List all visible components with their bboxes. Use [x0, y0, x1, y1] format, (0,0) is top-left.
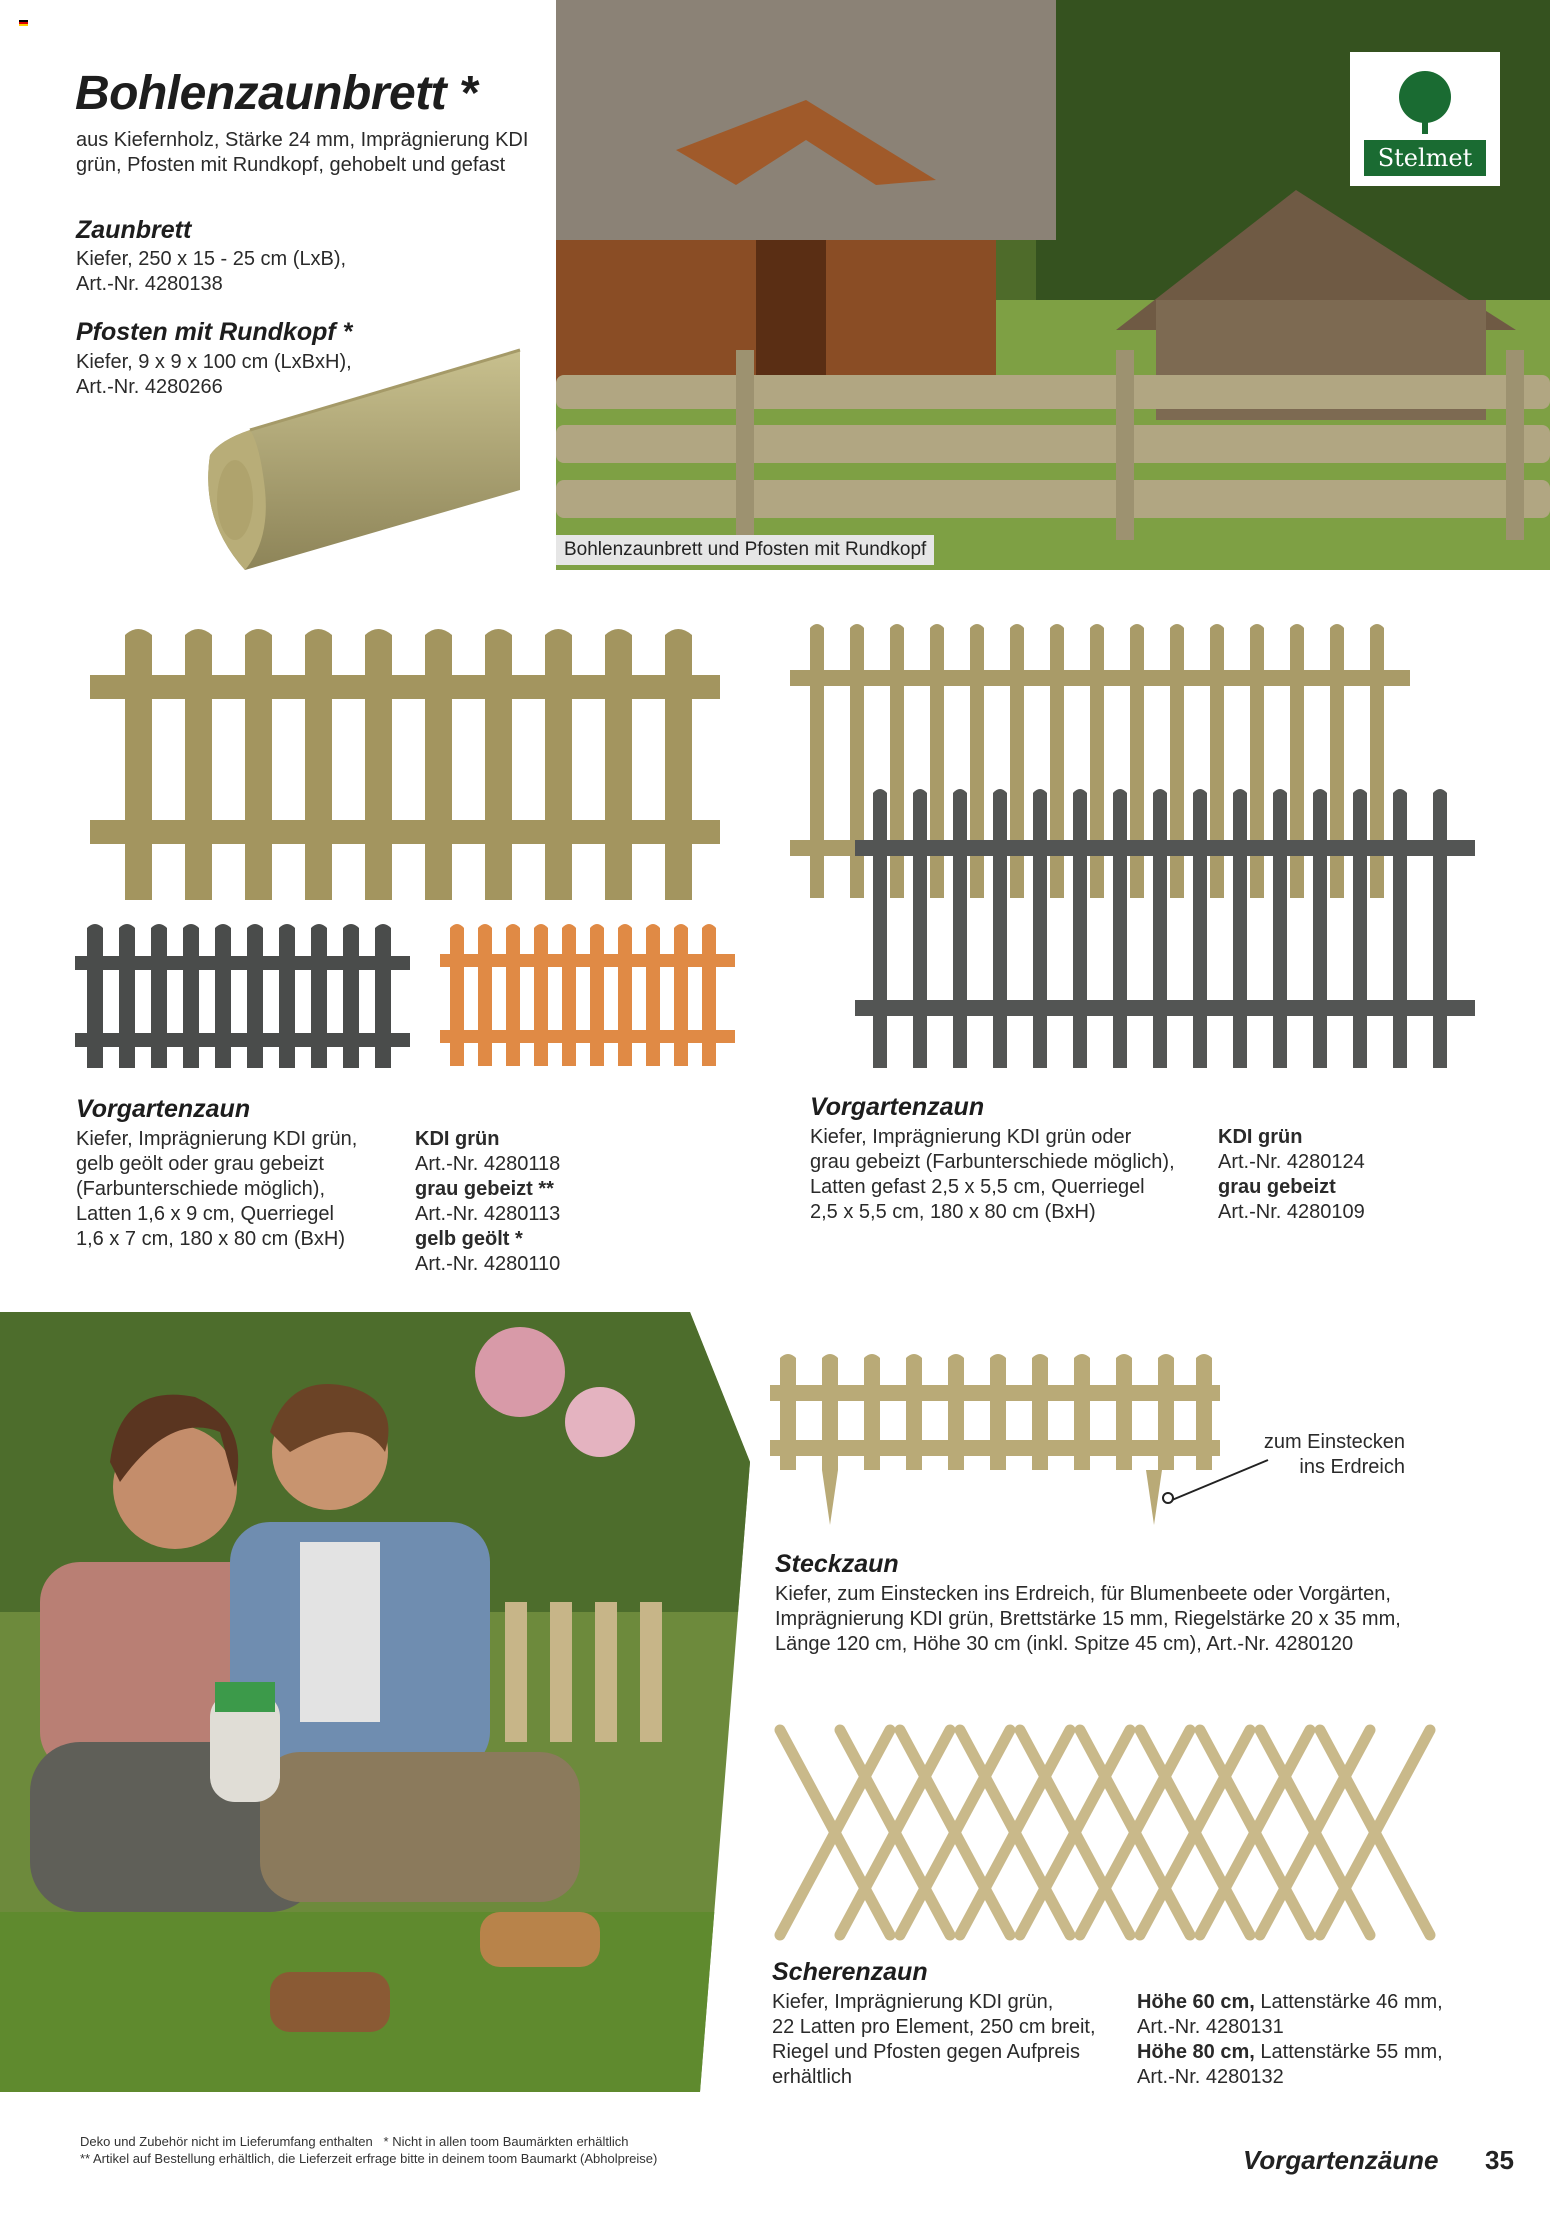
pfosten-title: Pfosten mit Rundkopf *: [76, 318, 353, 346]
zaunbrett-desc: Kiefer, 250 x 15 - 25 cm (LxB), Art.-Nr. 4280138: [76, 248, 347, 295]
fence-image-orange-small: [440, 918, 735, 1068]
stelmet-logo: [1350, 52, 1500, 186]
couple-garden-photo: [0, 1312, 750, 2092]
fence-image-kdi-green: [90, 615, 720, 905]
vorgarten1-title: Vorgartenzaun: [76, 1095, 251, 1123]
header-description: aus Kiefernholz, Stärke 24 mm, Imprägnierung KDI grün, Pfosten mit Rundkopf, gehobelt und gefast: [76, 129, 529, 176]
vorgarten2-desc: Kiefer, Imprägnierung KDI grün oder grau gebeizt (Farbunterschiede möglich), Latten gefast 2,5 x 5,5 cm, Querriegel 2,5 x 5,5 cm, 180 x 80 cm (BxH): [810, 1126, 1175, 1223]
scherenzaun-desc: Kiefer, Imprägnierung KDI grün, 22 Latten pro Element, 250 cm breit, Riegel und Pfosten gegen Aufpreis erhältlich: [772, 1991, 1096, 2088]
stelmet-logo-text: Stelmet: [1377, 144, 1473, 172]
vorgarten2-variants: KDI grün Art.-Nr. 4280124 grau gebeizt Art.-Nr. 4280109: [1218, 1126, 1365, 1223]
vorgarten2-title: Vorgartenzaun: [810, 1093, 985, 1121]
fence-image-grey-small: [75, 918, 410, 1070]
scherenzaun-variants: Höhe 60 cm, Lattenstärke 46 mm, Art.-Nr. 4280131 Höhe 80 cm, Lattenstärke 55 mm, Art.-Nr. 4280132: [1137, 1991, 1443, 2088]
zaunbrett-title: Zaunbrett: [76, 216, 192, 244]
scherenzaun-image: [770, 1720, 1470, 1945]
scherenzaun-title: Scherenzaun: [772, 1958, 928, 1986]
post-product-image: [190, 340, 530, 590]
flag-icon: [19, 20, 28, 26]
vorgarten1-desc: Kiefer, Imprägnierung KDI grün, gelb geölt oder grau gebeizt (Farbunterschiede möglich), Latten 1,6 x 9 cm, Querriegel 1,6 x 7 cm, 180 x 80 cm (BxH): [76, 1128, 358, 1250]
footer-notes: Deko und Zubehör nicht im Lieferumfang enthalten * Nicht in allen toom Baumärkten erhältlich ** Artikel auf Bestellung erhältlich, die Lieferzeit erfrage bitte in deinem toom Baumarkt (Abholpreise): [80, 2134, 658, 2166]
steckzaun-desc: Kiefer, zum Einstecken ins Erdreich, für Blumenbeete oder Vorgärten, Imprägnierung KDI grün, Brettstärke 15 mm, Riegelstärke 20 x 35 mm, Länge 120 cm, Höhe 30 cm (inkl. Spitze 45 cm), Art.-Nr. 4280120: [775, 1583, 1401, 1655]
pfosten-desc: Kiefer, 9 x 9 x 100 cm (LxBxH), Art.-Nr. 4280266: [76, 351, 352, 398]
steckzaun-image: [770, 1350, 1220, 1530]
fence-image-grey-large: [855, 785, 1475, 1070]
steckzaun-callout: zum Einstecken ins Erdreich: [1263, 1431, 1405, 1478]
vorgarten1-variants: KDI grün Art.-Nr. 4280118 grau gebeizt ** Art.-Nr. 4280113 gelb geölt * Art.-Nr. 4280110: [415, 1128, 561, 1275]
hero-caption: Bohlenzaunbrett und Pfosten mit Rundkopf: [556, 535, 934, 565]
steckzaun-title: Steckzaun: [775, 1550, 899, 1578]
section-label: Vorgartenzäune: [1243, 2145, 1439, 2175]
page-number: 35: [1485, 2145, 1514, 2175]
page-title: Bohlenzaunbrett *: [75, 67, 478, 120]
